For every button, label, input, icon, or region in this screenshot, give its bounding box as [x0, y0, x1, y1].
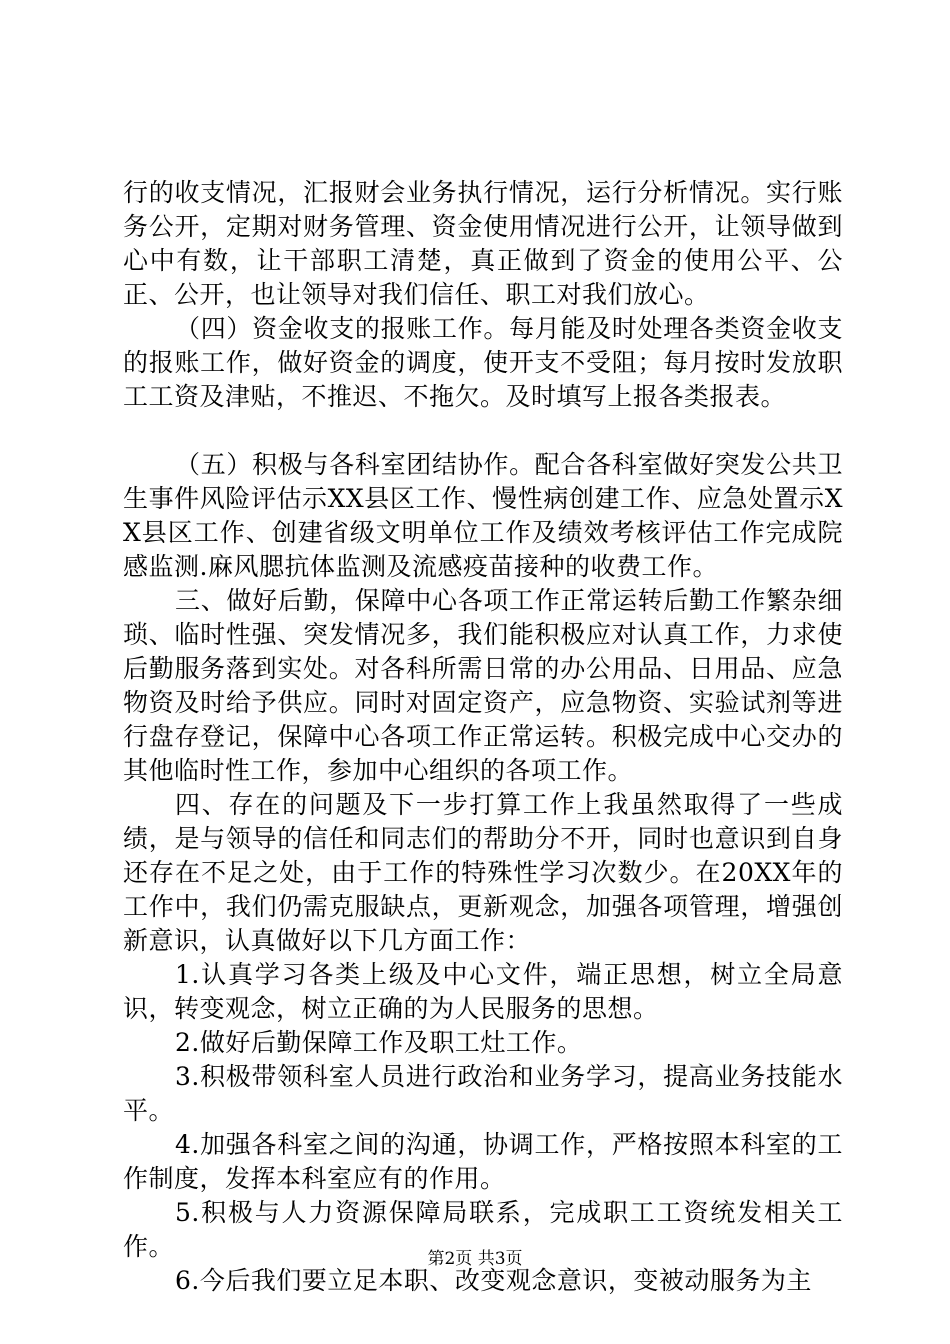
list-item-3: 3.积极带领科室人员进行政治和业务学习，提高业务技能水平。	[123, 1062, 843, 1125]
list-item-1: 1.认真学习各类上级及中心文件，端正思想，树立全局意识，转变观念，树立正确的为人民服务的思想。	[123, 960, 843, 1023]
paragraph-logistics: 三、做好后勤，保障中心各项工作正常运转后勤工作繁杂细琐、临时性强、突发情况多，我们能积极应对认真工作，力求使后勤服务落到实处。对各科所需日常的办公用品、日用品、应急物资及时给予供应。同时对固定资产，应急物资、实验试剂等进行盘存登记，保障中心各项工作正常运转。积极完成中心交办的其他临时性工作，参加中心组织的各项工作。	[123, 586, 843, 785]
paragraph-section-4: （四）资金收支的报账工作。每月能及时处理各类资金收支的报账工作，做好资金的调度，使开支不受阻；每月按时发放职工工资及津贴，不推迟、不拖欠。及时填写上报各类报表。	[123, 314, 843, 411]
paragraph-finance-report: 行的收支情况，汇报财会业务执行情况，运行分析情况。实行账务公开，定期对财务管理、资金使用情况进行公开，让领导做到心中有数，让干部职工清楚，真正做到了资金的使用公平、公正、公开，也让领导对我们信任、职工对我们放心。	[123, 178, 843, 309]
list-item-4: 4.加强各科室之间的沟通，协调工作，严格按照本科室的工作制度，发挥本科室应有的作用。	[123, 1130, 843, 1193]
list-item-6: 6.今后我们要立足本职、改变观念意识，变被动服务为主	[175, 1266, 812, 1295]
paragraph-section-5: （五）积极与各科室团结协作。配合各科室做好突发公共卫生事件风险评估示XX县区工作、慢性病创建工作、应急处置示XX县区工作、创建省级文明单位工作及绩效考核评估工作完成院感监测.麻风腮抗体监测及流感疫苗接种的收费工作。	[123, 450, 843, 581]
list-item-2: 2.做好后勤保障工作及职工灶工作。	[175, 1028, 583, 1057]
document-body	[123, 176, 843, 1298]
list-item-5: 5.积极与人力资源保障局联系，完成职工工资统发相关工作。	[123, 1198, 843, 1261]
paragraph-problems-plans: 四、存在的问题及下一步打算工作上我虽然取得了一些成绩，是与领导的信任和同志们的帮助分不开，同时也意识到自身还存在不足之处，由于工作的特殊性学习次数少。在20XX年的工作中，我们仍需克服缺点，更新观念，加强各项管理，增强创新意识，认真做好以下几方面工作：	[123, 790, 843, 955]
page-number-footer: 第2页 共3页	[427, 1249, 523, 1269]
